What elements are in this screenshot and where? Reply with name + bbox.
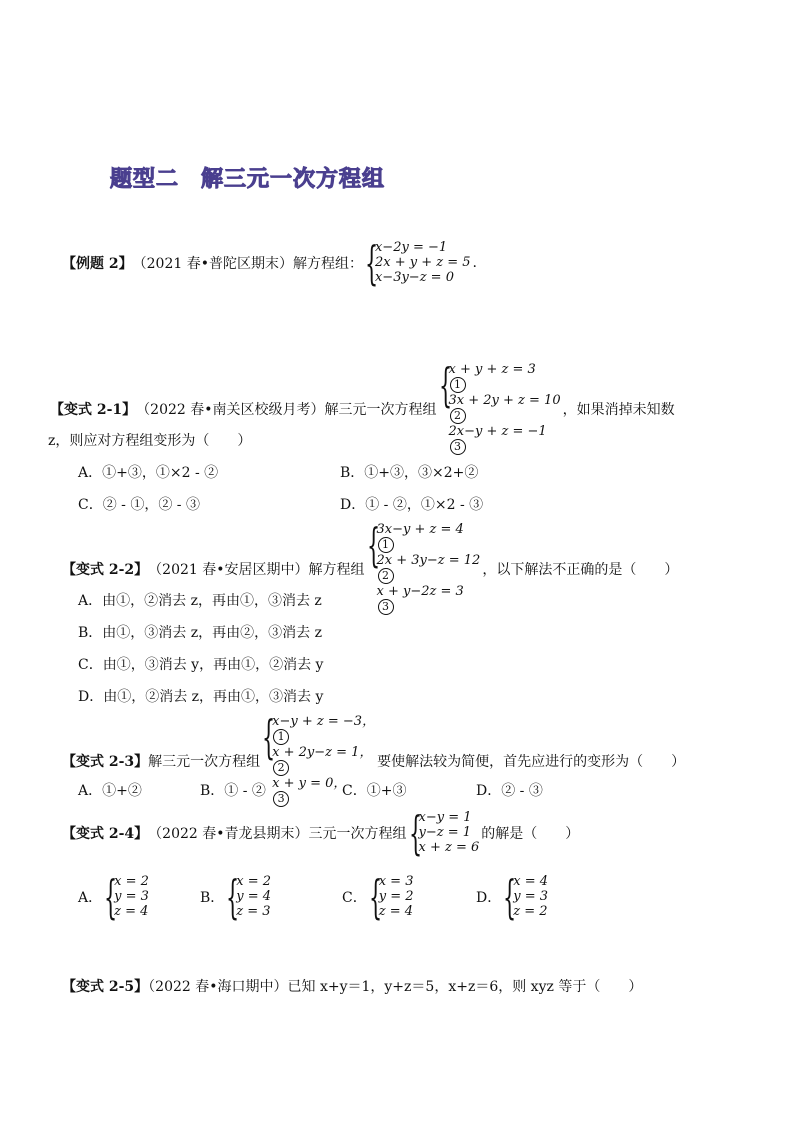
equation-line: y−z = 1 xyxy=(418,825,472,840)
equation-line: 3x−y + z = 4 xyxy=(376,522,464,537)
brace-icon: { xyxy=(366,518,380,572)
option-a: A．由①，②消去 z，再由①，③消去 z xyxy=(78,593,322,609)
equation-line: 2x−y + z = −1 xyxy=(448,424,547,439)
brace-icon: { xyxy=(104,870,118,924)
question-2-2-label: 【变式 2-2】 xyxy=(62,561,149,578)
circled-number: 2 xyxy=(378,568,394,584)
circled-number: 1 xyxy=(450,377,466,393)
equation-line: x + y + z = 3 xyxy=(448,362,536,377)
option-b: B．① - ② xyxy=(200,783,266,799)
title-part2: 解三元一次方程组 xyxy=(201,167,386,192)
circled-number: 1 xyxy=(378,537,394,553)
option-a: A．①+② xyxy=(78,783,142,799)
equation-line: x−y = 1 xyxy=(418,810,472,825)
question-2-4 xyxy=(62,806,580,860)
circled-number: 2 xyxy=(273,760,289,776)
section-title xyxy=(110,162,385,193)
equation-line: x−2y = −1 xyxy=(374,240,448,255)
circled-number: 1 xyxy=(273,729,289,745)
example-2-source: （2021 春•普陀区期末）解方程组： xyxy=(132,256,363,272)
option-c: C．①+③ xyxy=(342,783,407,799)
equation-line: x + y−2z = 3 xyxy=(376,584,464,599)
title-part1: 题型二 xyxy=(110,167,180,192)
circled-number: 3 xyxy=(273,791,289,807)
question-2-1-after: ，如果消掉未知数 xyxy=(562,401,675,418)
option-c: C．② - ①，② - ③ xyxy=(78,497,200,513)
brace-icon: { xyxy=(438,358,452,412)
equation-line: x + z = 6 xyxy=(418,840,480,855)
option-b: B． { x = 2 y = 4 z = 3 xyxy=(200,870,272,924)
question-2-1-line2: z，则应对方程组变形为（ ） xyxy=(48,433,252,449)
example-2 xyxy=(62,236,477,290)
option-c: C． { x = 3 y = 2 z = 4 xyxy=(342,870,414,924)
option-d: D． { x = 4 y = 3 z = 2 xyxy=(476,870,549,924)
equation-line: x−3y−z = 0 xyxy=(374,270,454,285)
question-2-3-after: 要使解法较为简便，首先应进行的变形为（ ） xyxy=(377,753,686,770)
question-2-5-source: （2022 春•海口期中）已知 x+y＝1，y+z＝5，x+z＝6，则 xyz 等于（ ） xyxy=(148,979,643,995)
option-b: B．由①，③消去 z，再由②，③消去 z xyxy=(78,625,322,641)
circled-number: 3 xyxy=(450,439,466,455)
circled-number: 2 xyxy=(450,408,466,424)
option-b: B．①+③，③×2+② xyxy=(340,465,479,481)
option-d: D．由①，②消去 z，再由①，③消去 y xyxy=(78,689,324,705)
question-2-4-source: （2022 春•青龙县期末）三元一次方程组 xyxy=(148,826,407,842)
option-a: A．①+③，①×2 - ② xyxy=(78,465,219,481)
question-2-2-after: ，以下解法不正确的是（ ） xyxy=(482,561,679,578)
option-c: C．由①，③消去 y，再由①，②消去 y xyxy=(78,657,324,673)
question-2-1-label: 【变式 2-1】 xyxy=(50,401,137,418)
brace-icon: { xyxy=(408,806,422,860)
option-d: D．① - ②，①×2 - ③ xyxy=(340,497,484,513)
option-d: D．② - ③ xyxy=(476,783,543,799)
question-2-2-system xyxy=(366,518,481,615)
brace-icon: { xyxy=(503,870,517,924)
question-2-1-system xyxy=(438,358,561,455)
question-2-5-label: 【变式 2-5】 xyxy=(62,979,149,995)
equation-line: 2x + 3y−z = 12 xyxy=(376,553,481,568)
question-2-4-label: 【变式 2-4】 xyxy=(62,826,149,842)
circled-number: 3 xyxy=(378,599,394,615)
brace-icon: { xyxy=(262,710,276,764)
question-2-2-source: （2021 春•安居区期中）解方程组 xyxy=(148,561,365,578)
equation-line: x + y = 0， xyxy=(272,776,347,791)
question-2-4-system xyxy=(408,806,480,860)
question-2-3-source: 解三元一次方程组 xyxy=(148,753,261,770)
brace-icon: { xyxy=(364,236,379,290)
example-2-end: . xyxy=(472,255,477,271)
example-2-system xyxy=(364,236,471,290)
equation-line: 2x + y + z = 5 xyxy=(374,255,471,270)
question-2-4-after: 的解是（ ） xyxy=(481,826,580,842)
equation-line: x + 2y−z = 1， xyxy=(272,745,373,760)
equation-line: x−y + z = −3， xyxy=(272,714,376,729)
question-2-1-source: （2022 春•南关区校级月考）解三元一次方程组 xyxy=(136,401,437,418)
brace-icon: { xyxy=(226,870,240,924)
question-2-5 xyxy=(62,976,642,996)
example-2-label: 【例题 2】 xyxy=(62,256,133,272)
equation-line: 3x + 2y + z = 10 xyxy=(448,393,561,408)
question-2-3-label: 【变式 2-3】 xyxy=(62,753,149,770)
option-a: A． { x = 2 y = 3 z = 4 xyxy=(78,870,149,924)
brace-icon: { xyxy=(368,870,382,924)
